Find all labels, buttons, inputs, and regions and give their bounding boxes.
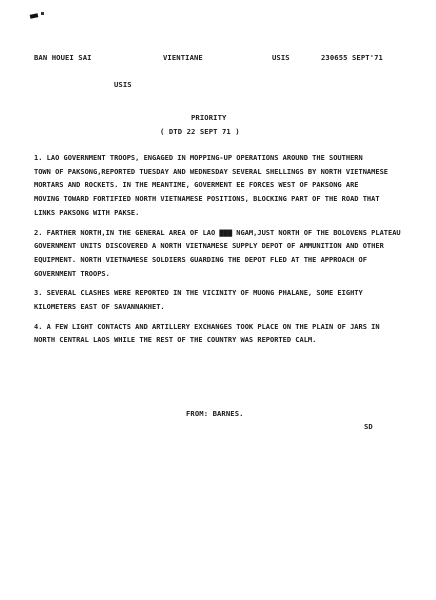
paragraph-line: 1. LAO GOVERNMENT TROOPS, ENGAGED IN MOPPING-UP OPERATIONS AROUND THE SOUTHERN bbox=[34, 154, 363, 162]
paragraph-line: EQUIPMENT. NORTH VIETNAMESE SOLDIERS GUARDING THE DEPOT FLED AT THE APPROACH OF bbox=[34, 255, 367, 264]
operator-initials: SD bbox=[364, 422, 373, 431]
paragraph-2 bbox=[34, 227, 414, 282]
paragraph-line: GOVERNMENT TROOPS. bbox=[34, 269, 110, 278]
agency-label: USIS bbox=[272, 53, 290, 62]
paragraph-line: 3. SEVERAL CLASHES WERE REPORTED IN THE VICINITY OF MUONG PHALANE, SOME EIGHTY bbox=[34, 289, 363, 298]
origin-label: BAN HOUEI SAI bbox=[34, 53, 92, 62]
paragraph-3 bbox=[34, 287, 414, 314]
paragraph-line: 2. FARTHER NORTH,IN THE GENERAL AREA OF LAO ▇▇▇ NGAM,JUST NORTH OF THE BOLOVENS PLATEAU bbox=[34, 228, 401, 237]
paragraph-line: GOVERNMENT UNITS DISCOVERED A NORTH VIETNAMESE SUPPLY DEPOT OF AMMUNITION AND OTHER bbox=[34, 242, 384, 251]
city-label: VIENTIANE bbox=[163, 53, 203, 62]
paragraph-line: TOWN OF PAKSONG,REPORTED TUESDAY AND WEDNESDAY SEVERAL SHELLINGS BY NORTH VIETNAMESE bbox=[34, 167, 389, 176]
paragraph-line: MORTARS AND ROCKETS. IN THE MEANTIME, GOVERMENT EE FORCES WEST OF PAKSONG ARE bbox=[34, 181, 359, 190]
from-signature: FROM: BARNES. bbox=[186, 409, 244, 418]
paragraph-4 bbox=[34, 321, 414, 348]
recipient-label: USIS bbox=[114, 80, 132, 89]
ink-dot bbox=[41, 12, 44, 15]
paragraph-1 bbox=[34, 152, 414, 221]
paragraph-line: NORTH CENTRAL LAOS WHILE THE REST OF THE COUNTRY WAS REPORTED CALM. bbox=[34, 336, 317, 345]
dtd-label: ( DTD 22 SEPT 71 ) bbox=[160, 127, 240, 136]
ink-mark bbox=[30, 13, 39, 19]
priority-label: PRIORITY bbox=[191, 113, 227, 122]
message-reference: 230655 SEPT'71 bbox=[321, 53, 383, 62]
paragraph-line: LINKS PAKSONG WITH PAKSE. bbox=[34, 208, 140, 217]
message-body bbox=[34, 152, 414, 354]
paragraph-line: 4. A FEW LIGHT CONTACTS AND ARTILLERY EXCHANGES TOOK PLACE ON THE PLAIN OF JARS IN bbox=[34, 322, 380, 331]
paragraph-line: KILOMETERS EAST OF SAVANNAKHET. bbox=[34, 303, 165, 312]
paragraph-line: MOVING TOWARD FORTIFIED NORTH VIETNAMESE POSITIONS, BLOCKING PART OF THE ROAD THAT bbox=[34, 195, 380, 204]
